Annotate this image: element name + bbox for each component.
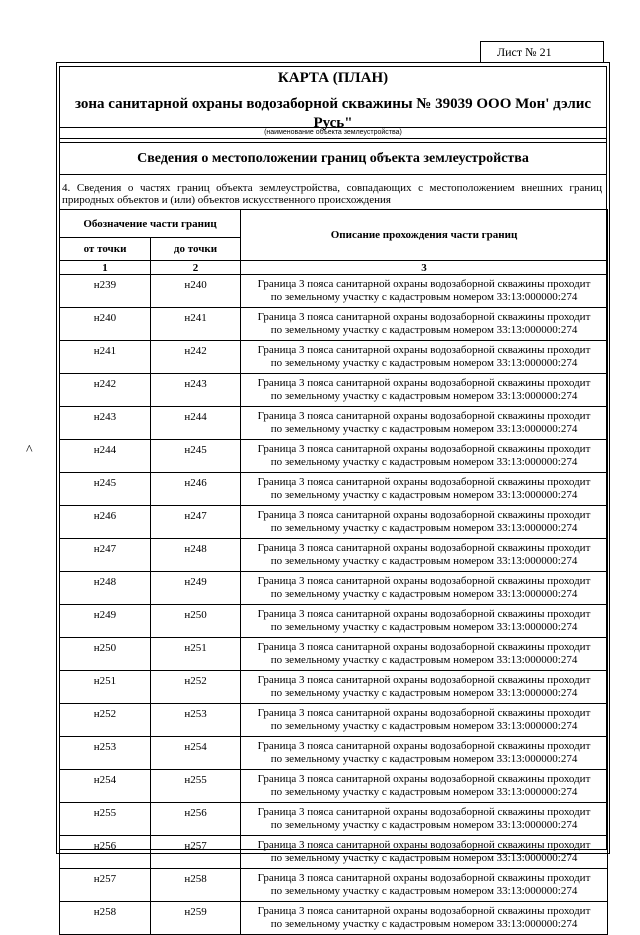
boundary-description: [241, 374, 608, 407]
header-description: Описание прохождения части границ: [241, 210, 608, 261]
description-line: Граница 3 пояса санитарной охраны водозаборной скважины проходит: [257, 410, 591, 422]
intro-text: 4. Сведения о частях границ объекта землеустройства, совпадающих с местоположением внешних границ природных объектов и (или) объектов искусственного происхождения: [62, 182, 602, 206]
from-point: н246: [60, 506, 151, 539]
table-row: [60, 407, 608, 440]
description-line: по земельному участку с кадастровым номером 33:13:000000:274: [270, 819, 578, 831]
from-point: н244: [60, 440, 151, 473]
header-designation: Обозначение части границ: [60, 210, 241, 238]
to-point: н258: [151, 869, 241, 902]
boundary-description: [241, 341, 608, 374]
to-point: н240: [151, 275, 241, 308]
table-row: [60, 770, 608, 803]
boundary-description: [241, 704, 608, 737]
description-line: по земельному участку с кадастровым номером 33:13:000000:274: [270, 720, 578, 732]
table-row: [60, 440, 608, 473]
sheet-number: Лист № 21: [480, 41, 604, 63]
boundary-description: [241, 836, 608, 869]
description-line: Граница 3 пояса санитарной охраны водозаборной скважины проходит: [257, 575, 591, 587]
divider: [59, 142, 607, 143]
description-line: Граница 3 пояса санитарной охраны водозаборной скважины проходит: [257, 905, 591, 917]
table-row: [60, 506, 608, 539]
boundary-description: [241, 572, 608, 605]
from-point: н255: [60, 803, 151, 836]
from-point: н250: [60, 638, 151, 671]
to-point: н247: [151, 506, 241, 539]
boundary-description: [241, 671, 608, 704]
table-row: [60, 341, 608, 374]
description-line: Граница 3 пояса санитарной охраны водозаборной скважины проходит: [257, 872, 591, 884]
boundary-description: [241, 902, 608, 935]
header-from: от точки: [60, 238, 151, 261]
boundary-description: [241, 407, 608, 440]
description-line: Граница 3 пояса санитарной охраны водозаборной скважины проходит: [257, 278, 591, 290]
divider: [59, 174, 607, 175]
description-line: по земельному участку с кадастровым номером 33:13:000000:274: [270, 324, 578, 336]
to-point: н248: [151, 539, 241, 572]
to-point: н252: [151, 671, 241, 704]
column-number: 3: [241, 261, 608, 275]
from-point: н256: [60, 836, 151, 869]
header-to: до точки: [151, 238, 241, 261]
to-point: н256: [151, 803, 241, 836]
description-line: по земельному участку с кадастровым номером 33:13:000000:274: [270, 423, 578, 435]
description-line: Граница 3 пояса санитарной охраны водозаборной скважины проходит: [257, 773, 591, 785]
description-line: по земельному участку с кадастровым номером 33:13:000000:274: [270, 390, 578, 402]
table-row: [60, 473, 608, 506]
boundary-description: [241, 275, 608, 308]
from-point: н252: [60, 704, 151, 737]
table-row: [60, 374, 608, 407]
to-point: н254: [151, 737, 241, 770]
from-point: н240: [60, 308, 151, 341]
description-line: по земельному участку с кадастровым номером 33:13:000000:274: [270, 654, 578, 666]
to-point: н249: [151, 572, 241, 605]
table-row: [60, 737, 608, 770]
description-line: по земельному участку с кадастровым номером 33:13:000000:274: [270, 918, 578, 930]
document-subtitle: зона санитарной охраны водозаборной скважины № 39039 ООО Мон' дэлис Русь": [74, 96, 592, 131]
table-row: [60, 704, 608, 737]
boundary-description: [241, 473, 608, 506]
from-point: н248: [60, 572, 151, 605]
description-line: Граница 3 пояса санитарной охраны водозаборной скважины проходит: [257, 542, 591, 554]
to-point: н253: [151, 704, 241, 737]
to-point: н255: [151, 770, 241, 803]
table-row: [60, 308, 608, 341]
table-row: [60, 902, 608, 935]
boundary-description: [241, 737, 608, 770]
description-line: по земельному участку с кадастровым номером 33:13:000000:274: [270, 621, 578, 633]
from-point: н243: [60, 407, 151, 440]
boundary-description: [241, 869, 608, 902]
to-point: н251: [151, 638, 241, 671]
description-line: Граница 3 пояса санитарной охраны водозаборной скважины проходит: [257, 608, 591, 620]
table-row: [60, 836, 608, 869]
table-row: [60, 869, 608, 902]
description-line: по земельному участку с кадастровым номером 33:13:000000:274: [270, 588, 578, 600]
boundary-description: [241, 506, 608, 539]
column-number: 1: [60, 261, 151, 275]
table-row: [60, 572, 608, 605]
boundary-description: [241, 770, 608, 803]
from-point: н257: [60, 869, 151, 902]
section-title: Сведения о местоположении границ объекта землеустройства: [137, 151, 529, 166]
from-point: н254: [60, 770, 151, 803]
table-row: [60, 803, 608, 836]
from-point: н242: [60, 374, 151, 407]
description-line: по земельному участку с кадастровым номером 33:13:000000:274: [270, 885, 578, 897]
description-line: по земельному участку с кадастровым номером 33:13:000000:274: [270, 489, 578, 501]
description-line: по земельному участку с кадастровым номером 33:13:000000:274: [270, 555, 578, 567]
to-point: н250: [151, 605, 241, 638]
table-row: [60, 275, 608, 308]
document-title: КАРТА (ПЛАН): [277, 70, 389, 86]
description-line: Граница 3 пояса санитарной охраны водозаборной скважины проходит: [257, 740, 591, 752]
boundary-description: [241, 539, 608, 572]
description-line: Граница 3 пояса санитарной охраны водозаборной скважины проходит: [257, 707, 591, 719]
from-point: н241: [60, 341, 151, 374]
table-row: [60, 638, 608, 671]
to-point: н244: [151, 407, 241, 440]
description-line: Граница 3 пояса санитарной охраны водозаборной скважины проходит: [257, 839, 591, 851]
description-line: Граница 3 пояса санитарной охраны водозаборной скважины проходит: [257, 476, 591, 488]
table-row: [60, 605, 608, 638]
boundary-description: [241, 308, 608, 341]
to-point: н241: [151, 308, 241, 341]
column-number: 2: [151, 261, 241, 275]
description-line: по земельному участку с кадастровым номером 33:13:000000:274: [270, 357, 578, 369]
from-point: н247: [60, 539, 151, 572]
description-line: Граница 3 пояса санитарной охраны водозаборной скважины проходит: [257, 344, 591, 356]
description-line: по земельному участку с кадастровым номером 33:13:000000:274: [270, 753, 578, 765]
table-row: [60, 539, 608, 572]
boundary-description: [241, 638, 608, 671]
to-point: н257: [151, 836, 241, 869]
from-point: н249: [60, 605, 151, 638]
to-point: н259: [151, 902, 241, 935]
description-line: Граница 3 пояса санитарной охраны водозаборной скважины проходит: [257, 311, 591, 323]
description-line: по земельному участку с кадастровым номером 33:13:000000:274: [270, 291, 578, 303]
to-point: н242: [151, 341, 241, 374]
boundary-description: [241, 605, 608, 638]
from-point: н258: [60, 902, 151, 935]
from-point: н239: [60, 275, 151, 308]
description-line: Граница 3 пояса санитарной охраны водозаборной скважины проходит: [257, 509, 591, 521]
description-line: по земельному участку с кадастровым номером 33:13:000000:274: [270, 852, 578, 864]
description-line: Граница 3 пояса санитарной охраны водозаборной скважины проходит: [257, 674, 591, 686]
description-line: Граница 3 пояса санитарной охраны водозаборной скважины проходит: [257, 443, 591, 455]
divider: [59, 138, 607, 139]
boundary-description: [241, 440, 608, 473]
description-line: по земельному участку с кадастровым номером 33:13:000000:274: [270, 522, 578, 534]
to-point: н243: [151, 374, 241, 407]
from-point: н245: [60, 473, 151, 506]
from-point: н253: [60, 737, 151, 770]
description-line: по земельному участку с кадастровым номером 33:13:000000:274: [270, 786, 578, 798]
boundary-description: [241, 803, 608, 836]
divider: [59, 127, 607, 128]
table-row: [60, 671, 608, 704]
description-line: по земельному участку с кадастровым номером 33:13:000000:274: [270, 456, 578, 468]
margin-mark: ^: [26, 443, 33, 458]
subtitle-caption: (наименование объекта землеустройства): [264, 129, 402, 136]
description-line: Граница 3 пояса санитарной охраны водозаборной скважины проходит: [257, 641, 591, 653]
from-point: н251: [60, 671, 151, 704]
description-line: Граница 3 пояса санитарной охраны водозаборной скважины проходит: [257, 806, 591, 818]
boundary-table: [59, 209, 608, 935]
to-point: н246: [151, 473, 241, 506]
description-line: Граница 3 пояса санитарной охраны водозаборной скважины проходит: [257, 377, 591, 389]
to-point: н245: [151, 440, 241, 473]
description-line: по земельному участку с кадастровым номером 33:13:000000:274: [270, 687, 578, 699]
